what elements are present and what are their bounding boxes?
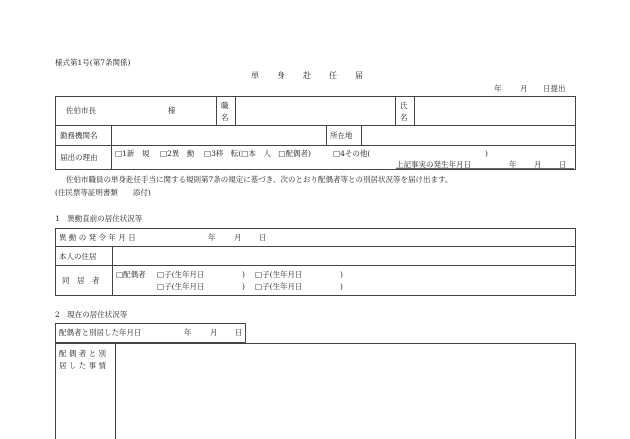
occurrence-date-label: 上記事実の発生年月日 (396, 160, 471, 169)
submit-year: 年 (494, 84, 502, 93)
separation-year: 年 (184, 328, 192, 337)
section1-heading: 1 異動直前の居住状況等 (55, 214, 143, 223)
address-field[interactable] (362, 126, 575, 144)
reason-other-close: ) (485, 149, 488, 158)
attachment-note: (住民票等証明書類 添付) (55, 188, 151, 197)
name-field[interactable] (415, 97, 575, 124)
transfer-date-label: 異 動 の 発 令 年 月 日 (59, 233, 136, 242)
form-title: 単身赴任届 (251, 71, 381, 80)
cohabitant-child-1-checkbox[interactable]: □子(生年月日 ) (157, 270, 245, 279)
section2-heading: 2 現在の居住状況等 (55, 310, 128, 319)
transfer-date-day: 日 (259, 233, 267, 242)
reason-transfer-checkbox[interactable]: □2異 動 (160, 149, 195, 158)
section1-row-divider-2 (55, 265, 576, 266)
cohabitant-spouse-checkbox[interactable]: □配偶者 (116, 270, 146, 279)
honorific-label: 様 (168, 106, 176, 115)
residence-label: 本人の住居 (59, 252, 97, 261)
mayor-label: 佐伯市長 (66, 106, 96, 115)
occurrence-year: 年 (509, 160, 517, 169)
separation-month: 月 (210, 328, 218, 337)
row2-divider-a (326, 125, 327, 145)
position-field[interactable] (236, 97, 394, 124)
row1-divider-c (395, 96, 396, 125)
name-label: 氏名 (400, 101, 408, 122)
reason-relocation-checkbox[interactable]: □3移 転(□本 人 □配偶者) (204, 149, 311, 158)
reason-new-checkbox[interactable]: □1新 規 (115, 149, 150, 158)
occurrence-month: 月 (534, 160, 542, 169)
occurrence-date-underline (396, 168, 574, 169)
header-row-divider-2 (55, 145, 576, 146)
cohabitant-child-4-checkbox[interactable]: □子(生年月日 ) (255, 282, 343, 291)
address-label: 所在地 (330, 131, 353, 140)
workplace-label: 勤務機関名 (60, 131, 98, 140)
circumstances-label-line2: 居 し た 事 情 (59, 361, 107, 370)
transfer-date-month: 月 (234, 233, 242, 242)
form-number: 様式第1号(第7条関係) (55, 58, 131, 67)
separation-date-label: 配偶者と別居した年月日 (59, 328, 142, 337)
cohabitant-label: 同 居 者 (62, 276, 100, 285)
separation-day: 日 (235, 328, 243, 337)
reason-label: 届出の理由 (60, 153, 98, 162)
submit-month: 月 (520, 84, 528, 93)
submit-day: 日提出 (543, 84, 566, 93)
row1-divider-a (216, 96, 217, 125)
transfer-date-year: 年 (208, 233, 216, 242)
statement-text: 佐伯市職員の単身赴任手当に関する規則第7条の規定に基づき、次のとおり配偶者等との別居状況等を届け出ます。 (66, 175, 453, 184)
occurrence-day: 日 (559, 160, 567, 169)
cohabitant-child-2-checkbox[interactable]: □子(生年月日 ) (255, 270, 343, 279)
circumstances-field[interactable] (116, 344, 575, 439)
reason-other-checkbox[interactable]: □4その他( (333, 149, 371, 158)
position-label: 職名 (221, 101, 229, 122)
workplace-field[interactable] (112, 126, 325, 144)
circumstances-label-line1: 配 偶 者 と 別 (59, 349, 107, 358)
cohabitant-child-3-checkbox[interactable]: □子(生年月日 ) (157, 282, 245, 291)
residence-field[interactable] (113, 247, 575, 264)
